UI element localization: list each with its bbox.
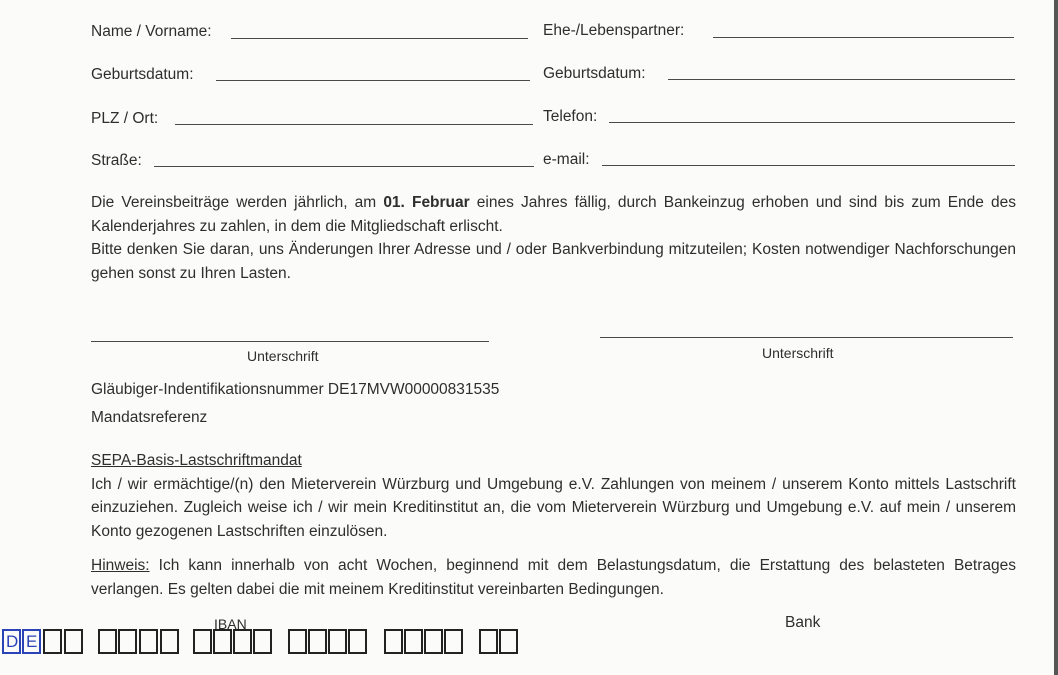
iban-label: IBAN (214, 616, 247, 632)
plz-city-label: PLZ / Ort: (91, 110, 159, 127)
mandate-reference: Mandatsreferenz (91, 409, 208, 426)
sepa-title: SEPA-Basis-Lastschriftmandat (91, 452, 302, 469)
signature-line-left[interactable] (91, 341, 489, 342)
signature-label-right: Unterschrift (762, 345, 834, 361)
iban-box[interactable] (64, 629, 83, 654)
change-notice: Bitte denken Sie daran, uns Änderungen Ihrer Adresse und / oder Bankverbindung mitzuteilen; Kosten notwendiger Nachforschungen gehen sonst zu Ihren Lasten. (91, 241, 1016, 282)
iban-box[interactable] (253, 629, 272, 654)
iban-box[interactable] (43, 629, 62, 654)
sepa-text: Ich / wir ermächtige/(n) den Mieterverein Würzburg und Umgebung e.V. Zahlungen von meinem / unserem Konto mittels Lastschrift einzuziehen. Zugleich weise ich / wir mein Kreditinstitut an, die vom Mieterverein Würzburg und Umgebung e.V. auf mein / unserem Konto gezogenen Lastschriften einzulösen. (91, 475, 1016, 540)
creditor-id: Gläubiger-Indentifikationsnummer DE17MVW00000831535 (91, 381, 500, 398)
iban-char: D (6, 632, 19, 651)
iban-box[interactable] (328, 629, 347, 654)
iban-box[interactable] (308, 629, 327, 654)
iban-box[interactable] (499, 629, 518, 654)
name-field[interactable] (231, 38, 528, 39)
hint-section (91, 554, 1016, 601)
email-field[interactable] (602, 165, 1015, 166)
birthdate-field[interactable] (216, 80, 530, 81)
signature-label-left: Unterschrift (247, 348, 319, 364)
iban-box[interactable] (348, 629, 367, 654)
iban-box[interactable] (444, 629, 463, 654)
street-label: Straße: (91, 152, 142, 169)
iban-box[interactable] (233, 629, 252, 654)
signature-line-right[interactable] (600, 337, 1013, 338)
sepa-section (91, 449, 1016, 543)
phone-field[interactable] (609, 122, 1015, 123)
iban-box[interactable] (424, 629, 443, 654)
iban-char: E (26, 632, 38, 651)
partner-label: Ehe-/Lebenspartner: (543, 22, 685, 39)
fee-notice: Die Vereinsbeiträge werden jährlich, am 01. Februar eines Jahres fällig, durch Bankeinzug erhoben und sind bis zum Ende des Kalenderjahres zu zahlen, in dem die Mitgliedschaft erlischt. Bitte denken Sie daran, uns Änderungen Ihrer Adresse und / oder Bankverbindung mitzuteilen; Kosten notwendiger Nachforschungen gehen sonst zu Ihren Lasten. (91, 191, 1016, 285)
street-field[interactable] (154, 166, 534, 167)
partner-birthdate-label: Geburtsdatum: (543, 65, 646, 82)
iban-box[interactable] (288, 629, 307, 654)
iban-box[interactable] (118, 629, 137, 654)
hint-label: Hinweis: (91, 557, 150, 574)
bank-label: Bank (785, 614, 821, 631)
phone-label: Telefon: (543, 108, 598, 125)
iban-box[interactable] (384, 629, 403, 654)
plz-city-field[interactable] (175, 124, 533, 125)
partner-birthdate-field[interactable] (668, 79, 1015, 80)
birthdate-label: Geburtsdatum: (91, 66, 194, 83)
page-edge (1054, 0, 1058, 675)
iban-box[interactable] (98, 629, 117, 654)
iban-box[interactable] (479, 629, 498, 654)
email-label: e-mail: (543, 151, 590, 168)
iban-box[interactable] (213, 629, 232, 654)
iban-box[interactable] (139, 629, 158, 654)
iban-box[interactable] (160, 629, 179, 654)
iban-box[interactable] (193, 629, 212, 654)
name-label: Name / Vorname: (91, 23, 212, 40)
partner-field[interactable] (713, 37, 1014, 38)
hint-text: Ich kann innerhalb von acht Wochen, beginnend mit dem Belastungsdatum, die Erstattung des belasteten Betrages verlangen. Es gelten dabei die mit meinem Kreditinstitut vereinbarten Bedingungen. (91, 557, 1016, 598)
iban-box[interactable] (404, 629, 423, 654)
